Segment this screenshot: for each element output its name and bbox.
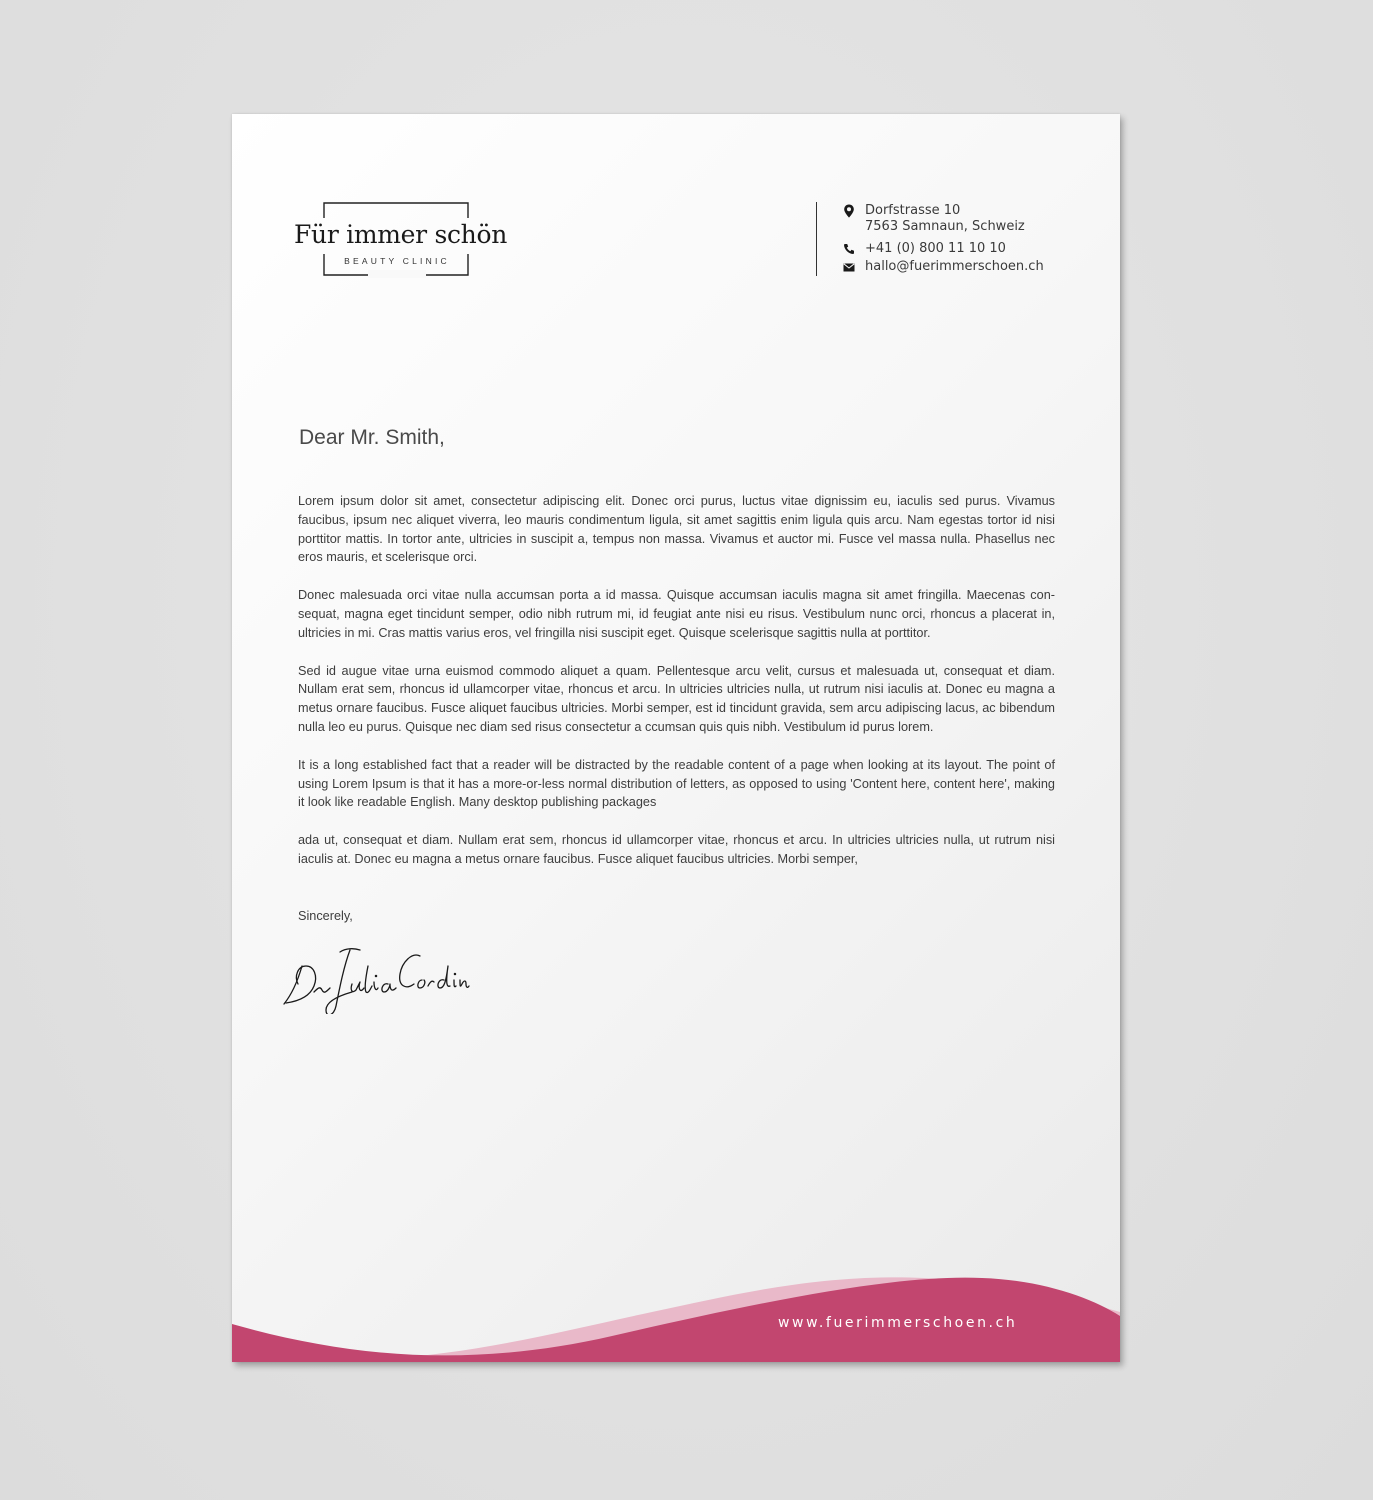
contact-email[interactable] xyxy=(842,259,1102,277)
phone-icon xyxy=(842,242,856,256)
address-line-1: Dorfstrasse 10 xyxy=(865,203,961,218)
letter-paragraph: Donec malesuada orci vitae nulla accumsan porta a id massa. Quisque accumsan iaculis magna sit amet fringilla. Maecenas consequat, magna eget tincidunt semper, odio nibh rutrum mi, id feugiat ante nisi eu risus. Vestibulum nunc orci, rhoncus a placerat in, ultricies in mi. Cras mattis varius eros, vel fringilla nisi suscipit eget. Quisque scelerisque sagittis nulla at porttitor. xyxy=(298,588,1055,640)
contact-divider xyxy=(816,202,817,276)
logo-subtitle: BEAUTY CLINIC xyxy=(344,256,450,266)
address-line-2: 7563 Samnaun, Schweiz xyxy=(865,219,1025,234)
email-address: hallo@fuerimmerschoen.ch xyxy=(865,259,1044,274)
letterhead-page xyxy=(232,114,1120,1362)
letter-paragraph: ada ut, consequat et diam. Nullam erat sem, rhoncus id ullamcorper vitae, rhoncus et arcu. In ultricies ultricies nulla, ut rutrum nisi iaculis at. Donec eu magna a metus ornare faucibus. Fusce aliquet faucibus ultricies. Morbi semper, xyxy=(298,833,1055,866)
contact-info xyxy=(842,203,1102,277)
letter-closing: Sincerely, xyxy=(298,909,353,923)
mail-icon xyxy=(842,260,856,274)
contact-address xyxy=(842,203,1102,237)
logo-title: Für immer schön xyxy=(294,220,508,249)
letter-greeting: Dear Mr. Smith, xyxy=(299,426,445,449)
handwritten-signature xyxy=(280,936,470,1014)
footer-website-link[interactable]: www.fuerimmerschoen.ch xyxy=(778,1315,1018,1331)
letter-paragraph: Sed id augue vitae urna euismod commodo aliquet a quam. Pellentesque arcu velit, cursus et malesuada ut, consequat et diam. Nullam erat sem, rhoncus id ullamcorper vitae, rhoncus et arcu. In ultricies ultricies nulla, ut rutrum nisi iaculis at. Donec eu magna a metus ornare faucibus. Fusce aliquet faucibus ultricies. Morbi semper, est id tincidunt gravida, sem arcu adipiscing lacus, ac bibendum nulla leo eu purus. Quisque nec diam sed risus consectetur a ccumsan quis quis nibh. Vestibulum id purus lorem. xyxy=(298,663,1055,734)
letter-body xyxy=(298,492,1055,888)
phone-number: +41 (0) 800 11 10 10 xyxy=(865,241,1006,256)
clinic-logo xyxy=(294,202,508,278)
letter-paragraph: It is a long established fact that a reader will be distracted by the readable content of a page when looking at its layout. The point of using Lorem Ipsum is that it has a more-or-less normal distribution of letters, as opposed to using 'Content here, content here', making it look like readable English. Many desktop publishing packages xyxy=(298,757,1055,810)
contact-phone[interactable] xyxy=(842,241,1102,259)
location-pin-icon xyxy=(842,204,856,218)
letter-paragraph: Lorem ipsum dolor sit amet, consectetur adipiscing elit. Donec orci purus, luctus vitae dignissim eu, iaculis sed purus. Vivamus faucibus, ipsum nec aliquet viverra, leo mauris condimentum ligula, sit amet sagittis enim ligula quis arcu. Nam egestas tortor id nisi porttitor mattis. In tortor ante, ultricies in suscipit a, tempus non massa. Vivamus et auctor mi. Fusce vel massa nulla. Phasellus nec eros mauris, et scelerisque orci. xyxy=(298,494,1055,565)
footer-wave xyxy=(232,1262,1120,1362)
